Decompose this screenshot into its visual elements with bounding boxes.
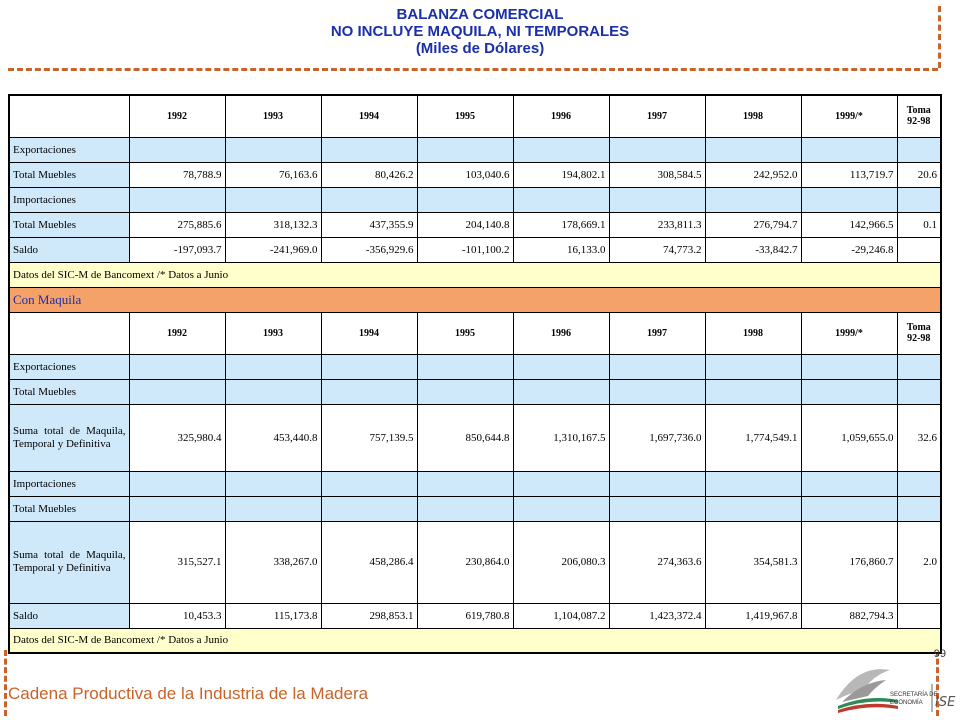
- top-right-divider: [938, 6, 941, 68]
- row-label: Exportaciones: [9, 354, 129, 379]
- value-cell: 338,267.0: [225, 521, 321, 603]
- empty-cell: [129, 187, 225, 212]
- value-cell: 1,419,967.8: [705, 603, 801, 628]
- year-header-5: 1997: [609, 312, 705, 354]
- value-cell: 882,794.3: [801, 603, 897, 628]
- empty-cell: [417, 354, 513, 379]
- value-cell: 113,719.7: [801, 162, 897, 187]
- empty-cell: [513, 471, 609, 496]
- value-cell: 204,140.8: [417, 212, 513, 237]
- year-header-3: 1995: [417, 95, 513, 137]
- source-note: Datos del SIC-M de Bancomext /* Datos a Junio: [9, 262, 941, 287]
- row-label: Total Muebles: [9, 212, 129, 237]
- value-cell: 16,133.0: [513, 237, 609, 262]
- ise-mark: ISE: [935, 695, 956, 710]
- year-header-2: 1994: [321, 312, 417, 354]
- empty-cell: [801, 471, 897, 496]
- empty-cell: [225, 496, 321, 521]
- value-cell: 74,773.2: [609, 237, 705, 262]
- empty-cell: [897, 187, 941, 212]
- empty-cell: [321, 137, 417, 162]
- empty-cell: [609, 354, 705, 379]
- empty-cell: [417, 187, 513, 212]
- year-header-4: 1996: [513, 95, 609, 137]
- empty-cell: [321, 354, 417, 379]
- title-line-2: NO INCLUYE MAQUILA, NI TEMPORALES: [330, 23, 630, 40]
- imports-suma-row: [9, 521, 941, 603]
- value-cell: 274,363.6: [609, 521, 705, 603]
- year-header-2: 1994: [321, 95, 417, 137]
- row-label: Suma total de Maquila, Temporal y Definitiva: [9, 404, 129, 471]
- empty-cell: [225, 379, 321, 404]
- balance-row-2: [9, 603, 941, 628]
- empty-cell: [897, 137, 941, 162]
- row-label: Total Muebles: [9, 496, 129, 521]
- empty-corner-cell: [9, 95, 129, 137]
- empty-cell: [705, 496, 801, 521]
- imports-section-row: [9, 187, 941, 212]
- value-cell: [897, 237, 941, 262]
- year-header-6: 1998: [705, 95, 801, 137]
- empty-cell: [129, 379, 225, 404]
- empty-cell: [897, 379, 941, 404]
- empty-cell: [513, 137, 609, 162]
- value-cell: -241,969.0: [225, 237, 321, 262]
- exports-total-row-2: [9, 379, 941, 404]
- empty-cell: [513, 187, 609, 212]
- empty-cell: [801, 137, 897, 162]
- value-cell: 619,780.8: [417, 603, 513, 628]
- empty-cell: [321, 379, 417, 404]
- top-divider: [8, 68, 938, 71]
- value-cell: 20.6: [897, 162, 941, 187]
- value-cell: 115,173.8: [225, 603, 321, 628]
- year-header-0: 1992: [129, 95, 225, 137]
- trade-balance-table: [8, 94, 942, 654]
- value-cell: 275,885.6: [129, 212, 225, 237]
- empty-cell: [417, 496, 513, 521]
- empty-cell: [321, 496, 417, 521]
- source-note-row-2: [9, 628, 941, 653]
- value-cell: 1,310,167.5: [513, 404, 609, 471]
- value-cell: 437,355.9: [321, 212, 417, 237]
- value-cell: 325,980.4: [129, 404, 225, 471]
- value-cell: 1,697,736.0: [609, 404, 705, 471]
- empty-cell: [609, 496, 705, 521]
- value-cell: 242,952.0: [705, 162, 801, 187]
- value-cell: 354,581.3: [705, 521, 801, 603]
- value-cell: [897, 603, 941, 628]
- empty-cell: [705, 137, 801, 162]
- empty-cell: [801, 354, 897, 379]
- empty-cell: [705, 471, 801, 496]
- eagle-emblem-icon: [836, 669, 898, 713]
- title-line-1: BALANZA COMERCIAL: [396, 6, 564, 23]
- value-cell: 10,453.3: [129, 603, 225, 628]
- logo-line-2: ECONOMÍA: [890, 700, 923, 706]
- row-label: Importaciones: [9, 187, 129, 212]
- exports-section-row-2: [9, 354, 941, 379]
- row-label: Saldo: [9, 237, 129, 262]
- empty-cell: [897, 471, 941, 496]
- year-header-1: 1993: [225, 95, 321, 137]
- value-cell: 78,788.9: [129, 162, 225, 187]
- empty-cell: [609, 187, 705, 212]
- section-header-row: [9, 287, 941, 312]
- year-header-5: 1997: [609, 95, 705, 137]
- value-cell: 230,864.0: [417, 521, 513, 603]
- year-header-4: 1996: [513, 312, 609, 354]
- empty-cell: [705, 354, 801, 379]
- year-header-6: 1998: [705, 312, 801, 354]
- empty-cell: [129, 137, 225, 162]
- page-number: 99: [933, 648, 946, 660]
- empty-cell: [417, 379, 513, 404]
- row-label: Suma total de Maquila, Temporal y Definitiva: [9, 521, 129, 603]
- value-cell: 32.6: [897, 404, 941, 471]
- empty-cell: [225, 137, 321, 162]
- balance-row: [9, 237, 941, 262]
- year-header-row-2: [9, 312, 941, 354]
- empty-cell: [321, 471, 417, 496]
- empty-cell: [321, 187, 417, 212]
- value-cell: -197,093.7: [129, 237, 225, 262]
- value-cell: 80,426.2: [321, 162, 417, 187]
- source-note-row: [9, 262, 941, 287]
- year-header-3: 1995: [417, 312, 513, 354]
- value-cell: 453,440.8: [225, 404, 321, 471]
- value-cell: 76,163.6: [225, 162, 321, 187]
- empty-cell: [801, 496, 897, 521]
- value-cell: 2.0: [897, 521, 941, 603]
- empty-cell: [129, 471, 225, 496]
- empty-cell: [417, 471, 513, 496]
- empty-cell: [129, 354, 225, 379]
- empty-cell: [609, 471, 705, 496]
- value-cell: 1,423,372.4: [609, 603, 705, 628]
- empty-cell: [225, 471, 321, 496]
- toma-header: Toma 92-98: [897, 312, 941, 354]
- empty-cell: [513, 354, 609, 379]
- empty-cell: [897, 354, 941, 379]
- value-cell: 850,644.8: [417, 404, 513, 471]
- value-cell: 0.1: [897, 212, 941, 237]
- empty-cell: [609, 379, 705, 404]
- value-cell: 308,584.5: [609, 162, 705, 187]
- value-cell: 142,966.5: [801, 212, 897, 237]
- empty-cell: [225, 187, 321, 212]
- logo-line-1: SECRETARÍA DE: [890, 692, 938, 698]
- value-cell: -356,929.6: [321, 237, 417, 262]
- empty-cell: [801, 379, 897, 404]
- toma-header: Toma 92-98: [897, 95, 941, 137]
- value-cell: 757,139.5: [321, 404, 417, 471]
- title-line-3: (Miles de Dólares): [415, 40, 545, 57]
- row-label: Importaciones: [9, 471, 129, 496]
- exports-section-row: [9, 137, 941, 162]
- value-cell: 233,811.3: [609, 212, 705, 237]
- value-cell: 1,774,549.1: [705, 404, 801, 471]
- row-label: Exportaciones: [9, 137, 129, 162]
- secretaria-economia-logo: [828, 656, 956, 716]
- footer-title: Cadena Productiva de la Industria de la Madera: [8, 684, 369, 703]
- value-cell: -101,100.2: [417, 237, 513, 262]
- table-body: [9, 95, 941, 653]
- year-header-1: 1993: [225, 312, 321, 354]
- exports-total-row: [9, 162, 941, 187]
- empty-cell: [129, 496, 225, 521]
- value-cell: 318,132.3: [225, 212, 321, 237]
- row-label: Saldo: [9, 603, 129, 628]
- year-header-0: 1992: [129, 312, 225, 354]
- section-header-con-maquila: Con Maquila: [9, 287, 941, 312]
- imports-total-row-2: [9, 496, 941, 521]
- value-cell: 176,860.7: [801, 521, 897, 603]
- imports-total-row: [9, 212, 941, 237]
- value-cell: 315,527.1: [129, 521, 225, 603]
- empty-cell: [705, 379, 801, 404]
- value-cell: 458,286.4: [321, 521, 417, 603]
- value-cell: 178,669.1: [513, 212, 609, 237]
- empty-cell: [225, 354, 321, 379]
- empty-cell: [897, 496, 941, 521]
- empty-cell: [609, 137, 705, 162]
- value-cell: 206,080.3: [513, 521, 609, 603]
- value-cell: 298,853.1: [321, 603, 417, 628]
- value-cell: 194,802.1: [513, 162, 609, 187]
- source-note: Datos del SIC-M de Bancomext /* Datos a Junio: [9, 628, 941, 653]
- empty-cell: [705, 187, 801, 212]
- year-header-7: 1999/*: [801, 312, 897, 354]
- value-cell: -29,246.8: [801, 237, 897, 262]
- row-label: Total Muebles: [9, 162, 129, 187]
- row-label: Total Muebles: [9, 379, 129, 404]
- imports-section-row-2: [9, 471, 941, 496]
- empty-corner-cell: [9, 312, 129, 354]
- value-cell: 1,104,087.2: [513, 603, 609, 628]
- value-cell: 1,059,655.0: [801, 404, 897, 471]
- empty-cell: [801, 187, 897, 212]
- empty-cell: [417, 137, 513, 162]
- bottom-left-divider: [4, 650, 7, 716]
- empty-cell: [513, 379, 609, 404]
- year-header-7: 1999/*: [801, 95, 897, 137]
- page-title: [0, 6, 960, 57]
- year-header-row: [9, 95, 941, 137]
- value-cell: -33,842.7: [705, 237, 801, 262]
- exports-suma-row: [9, 404, 941, 471]
- value-cell: 276,794.7: [705, 212, 801, 237]
- value-cell: 103,040.6: [417, 162, 513, 187]
- empty-cell: [513, 496, 609, 521]
